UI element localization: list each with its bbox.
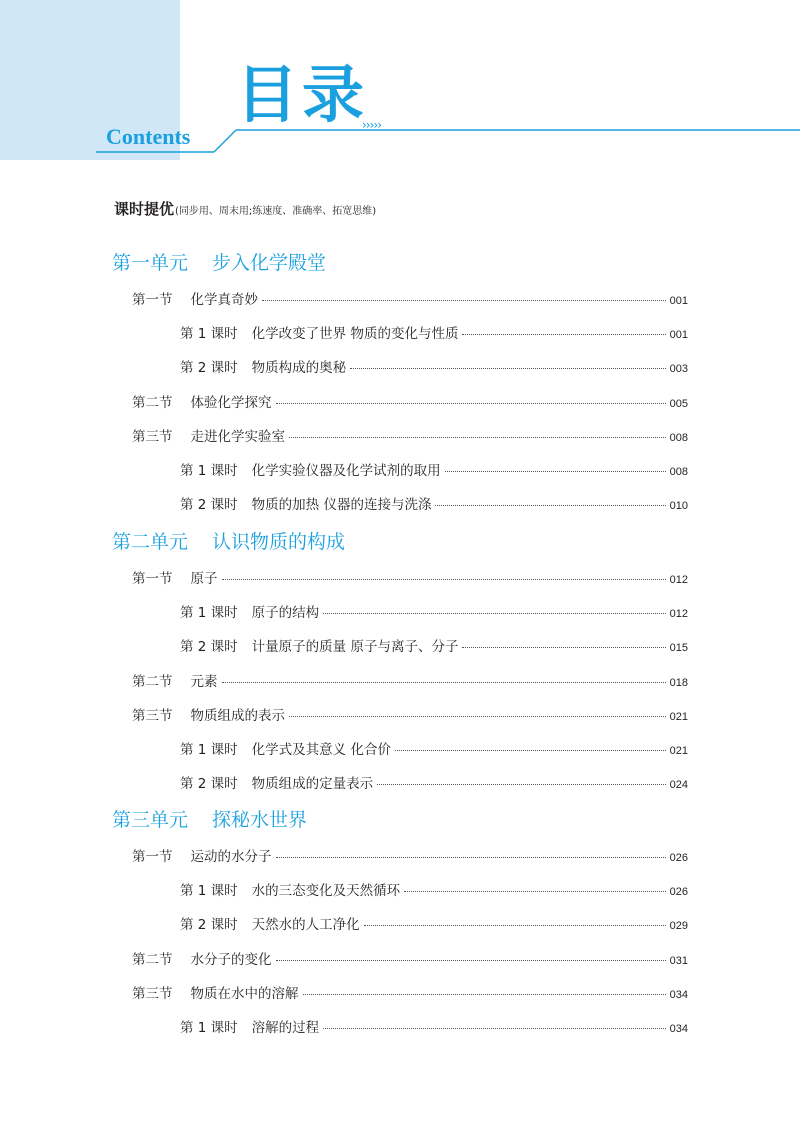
toc-lesson-entry[interactable]	[180, 360, 688, 377]
unit-title: 步入化学殿堂	[212, 252, 327, 274]
dot-leader	[462, 333, 665, 335]
dot-leader	[395, 749, 666, 751]
dot-leader	[377, 783, 665, 785]
toc-section-entry[interactable]	[132, 571, 688, 588]
toc-section-entry[interactable]	[132, 986, 688, 1003]
entry-label: 第 1 课时	[180, 742, 238, 758]
entry-page-number: 021	[669, 745, 688, 757]
entry-title: 运动的水分子	[190, 849, 272, 865]
unit-heading	[112, 533, 345, 552]
entry-title: 走进化学实验室	[190, 428, 285, 445]
entry-page-number: 024	[669, 779, 688, 792]
entry-label: 第 1 课时	[180, 326, 238, 343]
toc-section-entry[interactable]	[132, 395, 688, 412]
entry-label: 第二节	[132, 673, 173, 690]
entry-page-number: 001	[669, 295, 688, 307]
dot-leader	[289, 715, 666, 717]
entry-label: 第二节	[132, 951, 173, 968]
entry-page-number: 012	[669, 574, 688, 586]
toc-lesson-entry[interactable]	[180, 326, 688, 343]
entry-page-number: 003	[669, 363, 688, 376]
entry-title: 水分子的变化	[190, 951, 272, 968]
toc-section-entry[interactable]	[132, 952, 688, 969]
entry-title: 物质构成的奥秘	[251, 360, 347, 377]
entry-title: 物质组成的表示	[190, 707, 285, 724]
toc-lesson-entry[interactable]	[180, 742, 688, 759]
dot-leader	[276, 959, 666, 961]
entry-page-number: 031	[669, 954, 688, 967]
toc-lesson-entry[interactable]	[180, 883, 688, 900]
entry-title: 溶解的过程	[251, 1020, 320, 1036]
entry-page-number: 021	[669, 710, 688, 723]
entry-page-number: 010	[669, 500, 688, 513]
entry-label: 第一节	[132, 849, 173, 865]
entry-title: 化学实验仪器及化学试剂的取用	[251, 463, 441, 479]
entry-title: 计量原子的质量 原子与离子、分子	[251, 639, 459, 656]
toc-lesson-entry[interactable]	[180, 1020, 688, 1037]
entry-label: 第一节	[132, 292, 173, 308]
entry-label: 第 1 课时	[180, 605, 238, 622]
unit-label: 第三单元	[112, 809, 189, 831]
toc-section-entry[interactable]	[132, 429, 688, 446]
unit-title: 认识物质的构成	[212, 531, 346, 553]
entry-page-number: 026	[669, 886, 688, 899]
entry-label: 第三节	[132, 707, 173, 724]
toc-lesson-entry[interactable]	[180, 605, 688, 622]
dot-leader	[462, 646, 665, 648]
toc-section-entry[interactable]	[132, 849, 688, 866]
entry-label: 第 2 课时	[180, 776, 238, 793]
entry-title: 物质组成的定量表示	[251, 776, 374, 793]
toc-lesson-entry[interactable]	[180, 639, 688, 656]
entry-label: 第 2 课时	[180, 360, 238, 377]
dot-leader	[303, 993, 666, 995]
entry-title: 元素	[190, 673, 218, 690]
entry-page-number: 034	[669, 988, 688, 1001]
dot-leader	[276, 402, 666, 404]
dot-leader	[222, 681, 666, 683]
dot-leader	[445, 470, 666, 472]
toc-lesson-entry[interactable]	[180, 463, 688, 480]
section-title: 课时提优	[114, 200, 175, 218]
entry-title: 原子	[190, 571, 218, 587]
entry-title: 物质的加热 仪器的连接与洗涤	[251, 497, 432, 514]
toc-lesson-entry[interactable]	[180, 497, 688, 514]
entry-page-number: 001	[669, 329, 688, 342]
dot-leader	[289, 436, 666, 438]
dot-leader	[262, 299, 666, 301]
entry-label: 第三节	[132, 985, 173, 1002]
unit-label: 第二单元	[112, 531, 189, 553]
entry-page-number: 008	[669, 431, 688, 444]
dot-leader	[276, 856, 666, 858]
entry-label: 第 2 课时	[180, 497, 238, 514]
entry-title: 化学真奇妙	[190, 292, 258, 308]
entry-label: 第二节	[132, 394, 173, 411]
entry-title: 水的三态变化及天然循环	[251, 883, 401, 900]
entry-label: 第 1 课时	[180, 463, 238, 479]
unit-title: 探秘水世界	[212, 809, 308, 831]
section-note: (同步用、周末用;练速度、准确率、拓宽思维)	[175, 206, 377, 217]
entry-page-number: 029	[669, 920, 688, 933]
unit-heading	[112, 254, 326, 273]
entry-page-number: 034	[669, 1023, 688, 1035]
toc-section-entry[interactable]	[132, 674, 688, 691]
dot-leader	[364, 924, 666, 926]
entry-label: 第三节	[132, 428, 173, 445]
toc-lesson-entry[interactable]	[180, 917, 688, 934]
page-title-english: Contents	[106, 124, 191, 149]
entry-title: 物质在水中的溶解	[190, 985, 299, 1002]
entry-title: 原子的结构	[251, 605, 320, 622]
dot-leader	[350, 367, 665, 369]
entry-page-number: 015	[669, 642, 688, 655]
toc-section-entry[interactable]	[132, 708, 688, 725]
entry-page-number: 018	[669, 676, 688, 689]
entry-page-number: 026	[669, 852, 688, 864]
entry-page-number: 012	[669, 608, 688, 621]
entry-page-number: 008	[669, 466, 688, 478]
entry-label: 第 1 课时	[180, 1020, 238, 1036]
entry-title: 化学改变了世界 物质的变化与性质	[251, 326, 459, 343]
dot-leader	[222, 578, 666, 580]
dot-leader	[323, 612, 665, 614]
dot-leader	[323, 1027, 665, 1029]
dot-leader	[404, 890, 665, 892]
page-title: 目录	[236, 58, 369, 131]
entry-label: 第 2 课时	[180, 917, 238, 934]
entry-title: 天然水的人工净化	[251, 917, 360, 934]
title-arrows-icon: ›››››	[362, 118, 381, 132]
entry-title: 化学式及其意义 化合价	[251, 742, 391, 758]
dot-leader	[435, 504, 665, 506]
unit-label: 第一单元	[112, 252, 189, 274]
toc-lesson-entry[interactable]	[180, 776, 688, 793]
unit-heading	[112, 811, 307, 830]
toc-section-entry[interactable]	[132, 292, 688, 309]
entry-label: 第 2 课时	[180, 639, 238, 656]
entry-label: 第一节	[132, 571, 173, 587]
entry-label: 第 1 课时	[180, 883, 238, 900]
entry-page-number: 005	[669, 397, 688, 410]
entry-title: 体验化学探究	[190, 394, 272, 411]
